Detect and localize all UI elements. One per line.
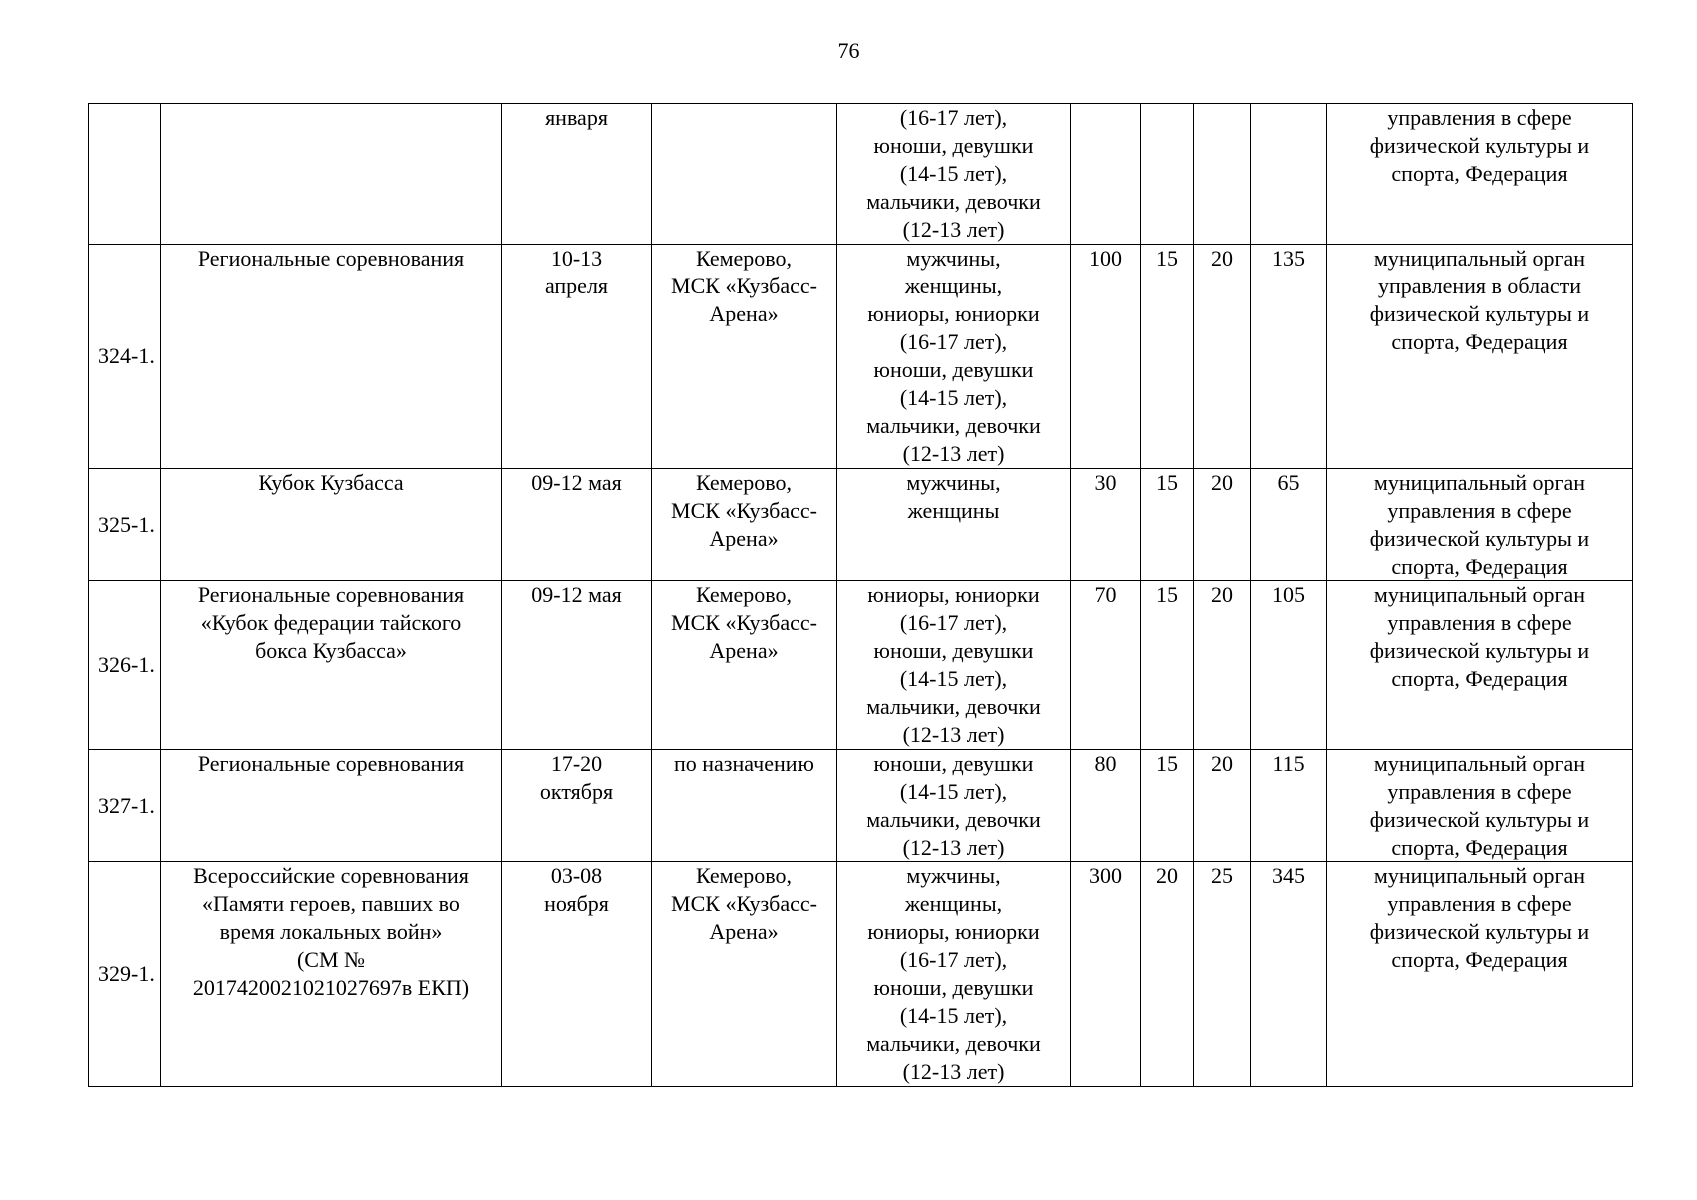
organizer-cell: муниципальный орган управления в области физической культуры и спорта, Федерация — [1327, 244, 1633, 468]
row-number-cell: 324-1. — [89, 244, 161, 468]
table-row — [89, 862, 1633, 1086]
total-count-cell: 105 — [1251, 581, 1327, 749]
coaches-count-cell — [1141, 104, 1194, 245]
venue-cell: по назначению — [652, 749, 837, 862]
organizer-cell: муниципальный орган управления в сфере физической культуры и спорта, Федерация — [1327, 581, 1633, 749]
event-name-cell: Кубок Кузбасса — [161, 468, 502, 581]
row-number-cell — [89, 104, 161, 245]
event-name-cell: Всероссийские соревнования «Памяти героев, павших во время локальных войн» (СМ № 2017420021021027697в ЕКП) — [161, 862, 502, 1086]
participants-cell: юниоры, юниорки (16-17 лет), юноши, девушки (14-15 лет), мальчики, девочки (12-13 лет) — [837, 581, 1071, 749]
dates-cell: 10-13 апреля — [502, 244, 652, 468]
judges-count-cell: 20 — [1194, 581, 1251, 749]
participants-cell: юноши, девушки (14-15 лет), мальчики, девочки (12-13 лет) — [837, 749, 1071, 862]
participants-cell: мужчины, женщины, юниоры, юниорки (16-17 лет), юноши, девушки (14-15 лет), мальчики, девочки (12-13 лет) — [837, 862, 1071, 1086]
event-name-cell: Региональные соревнования — [161, 244, 502, 468]
organizer-cell: муниципальный орган управления в сфере физической культуры и спорта, Федерация — [1327, 862, 1633, 1086]
coaches-count-cell: 15 — [1141, 244, 1194, 468]
coaches-count-cell: 15 — [1141, 581, 1194, 749]
table-row — [89, 468, 1633, 581]
coaches-count-cell: 15 — [1141, 468, 1194, 581]
judges-count-cell: 20 — [1194, 749, 1251, 862]
athletes-count-cell: 300 — [1071, 862, 1141, 1086]
judges-count-cell: 20 — [1194, 244, 1251, 468]
table-row — [89, 581, 1633, 749]
dates-cell: 17-20 октября — [502, 749, 652, 862]
venue-cell: Кемерово, МСК «Кузбасс- Арена» — [652, 244, 837, 468]
total-count-cell: 135 — [1251, 244, 1327, 468]
venue-cell — [652, 104, 837, 245]
total-count-cell: 65 — [1251, 468, 1327, 581]
venue-cell: Кемерово, МСК «Кузбасс- Арена» — [652, 581, 837, 749]
coaches-count-cell: 15 — [1141, 749, 1194, 862]
judges-count-cell: 20 — [1194, 468, 1251, 581]
dates-cell: 03-08 ноября — [502, 862, 652, 1086]
row-number-cell: 326-1. — [89, 581, 161, 749]
event-name-cell: Региональные соревнования — [161, 749, 502, 862]
dates-cell: 09-12 мая — [502, 468, 652, 581]
participants-cell: мужчины, женщины — [837, 468, 1071, 581]
dates-cell: 09-12 мая — [502, 581, 652, 749]
table-row — [89, 104, 1633, 245]
athletes-count-cell — [1071, 104, 1141, 245]
row-number-cell: 329-1. — [89, 862, 161, 1086]
table-row — [89, 749, 1633, 862]
participants-cell: (16-17 лет), юноши, девушки (14-15 лет), мальчики, девочки (12-13 лет) — [837, 104, 1071, 245]
total-count-cell: 345 — [1251, 862, 1327, 1086]
athletes-count-cell: 30 — [1071, 468, 1141, 581]
total-count-cell: 115 — [1251, 749, 1327, 862]
events-table — [88, 103, 1633, 1087]
organizer-cell: муниципальный орган управления в сфере физической культуры и спорта, Федерация — [1327, 749, 1633, 862]
event-name-cell: Региональные соревнования «Кубок федерации тайского бокса Кузбасса» — [161, 581, 502, 749]
event-name-cell — [161, 104, 502, 245]
total-count-cell — [1251, 104, 1327, 245]
coaches-count-cell: 20 — [1141, 862, 1194, 1086]
row-number-cell: 327-1. — [89, 749, 161, 862]
judges-count-cell — [1194, 104, 1251, 245]
table-row — [89, 244, 1633, 468]
organizer-cell: управления в сфере физической культуры и спорта, Федерация — [1327, 104, 1633, 245]
athletes-count-cell: 100 — [1071, 244, 1141, 468]
dates-cell: января — [502, 104, 652, 245]
participants-cell: мужчины, женщины, юниоры, юниорки (16-17 лет), юноши, девушки (14-15 лет), мальчики, девочки (12-13 лет) — [837, 244, 1071, 468]
athletes-count-cell: 70 — [1071, 581, 1141, 749]
row-number-cell: 325-1. — [89, 468, 161, 581]
page-number: 76 — [837, 38, 860, 63]
judges-count-cell: 25 — [1194, 862, 1251, 1086]
athletes-count-cell: 80 — [1071, 749, 1141, 862]
organizer-cell: муниципальный орган управления в сфере физической культуры и спорта, Федерация — [1327, 468, 1633, 581]
venue-cell: Кемерово, МСК «Кузбасс- Арена» — [652, 468, 837, 581]
venue-cell: Кемерово, МСК «Кузбасс- Арена» — [652, 862, 837, 1086]
